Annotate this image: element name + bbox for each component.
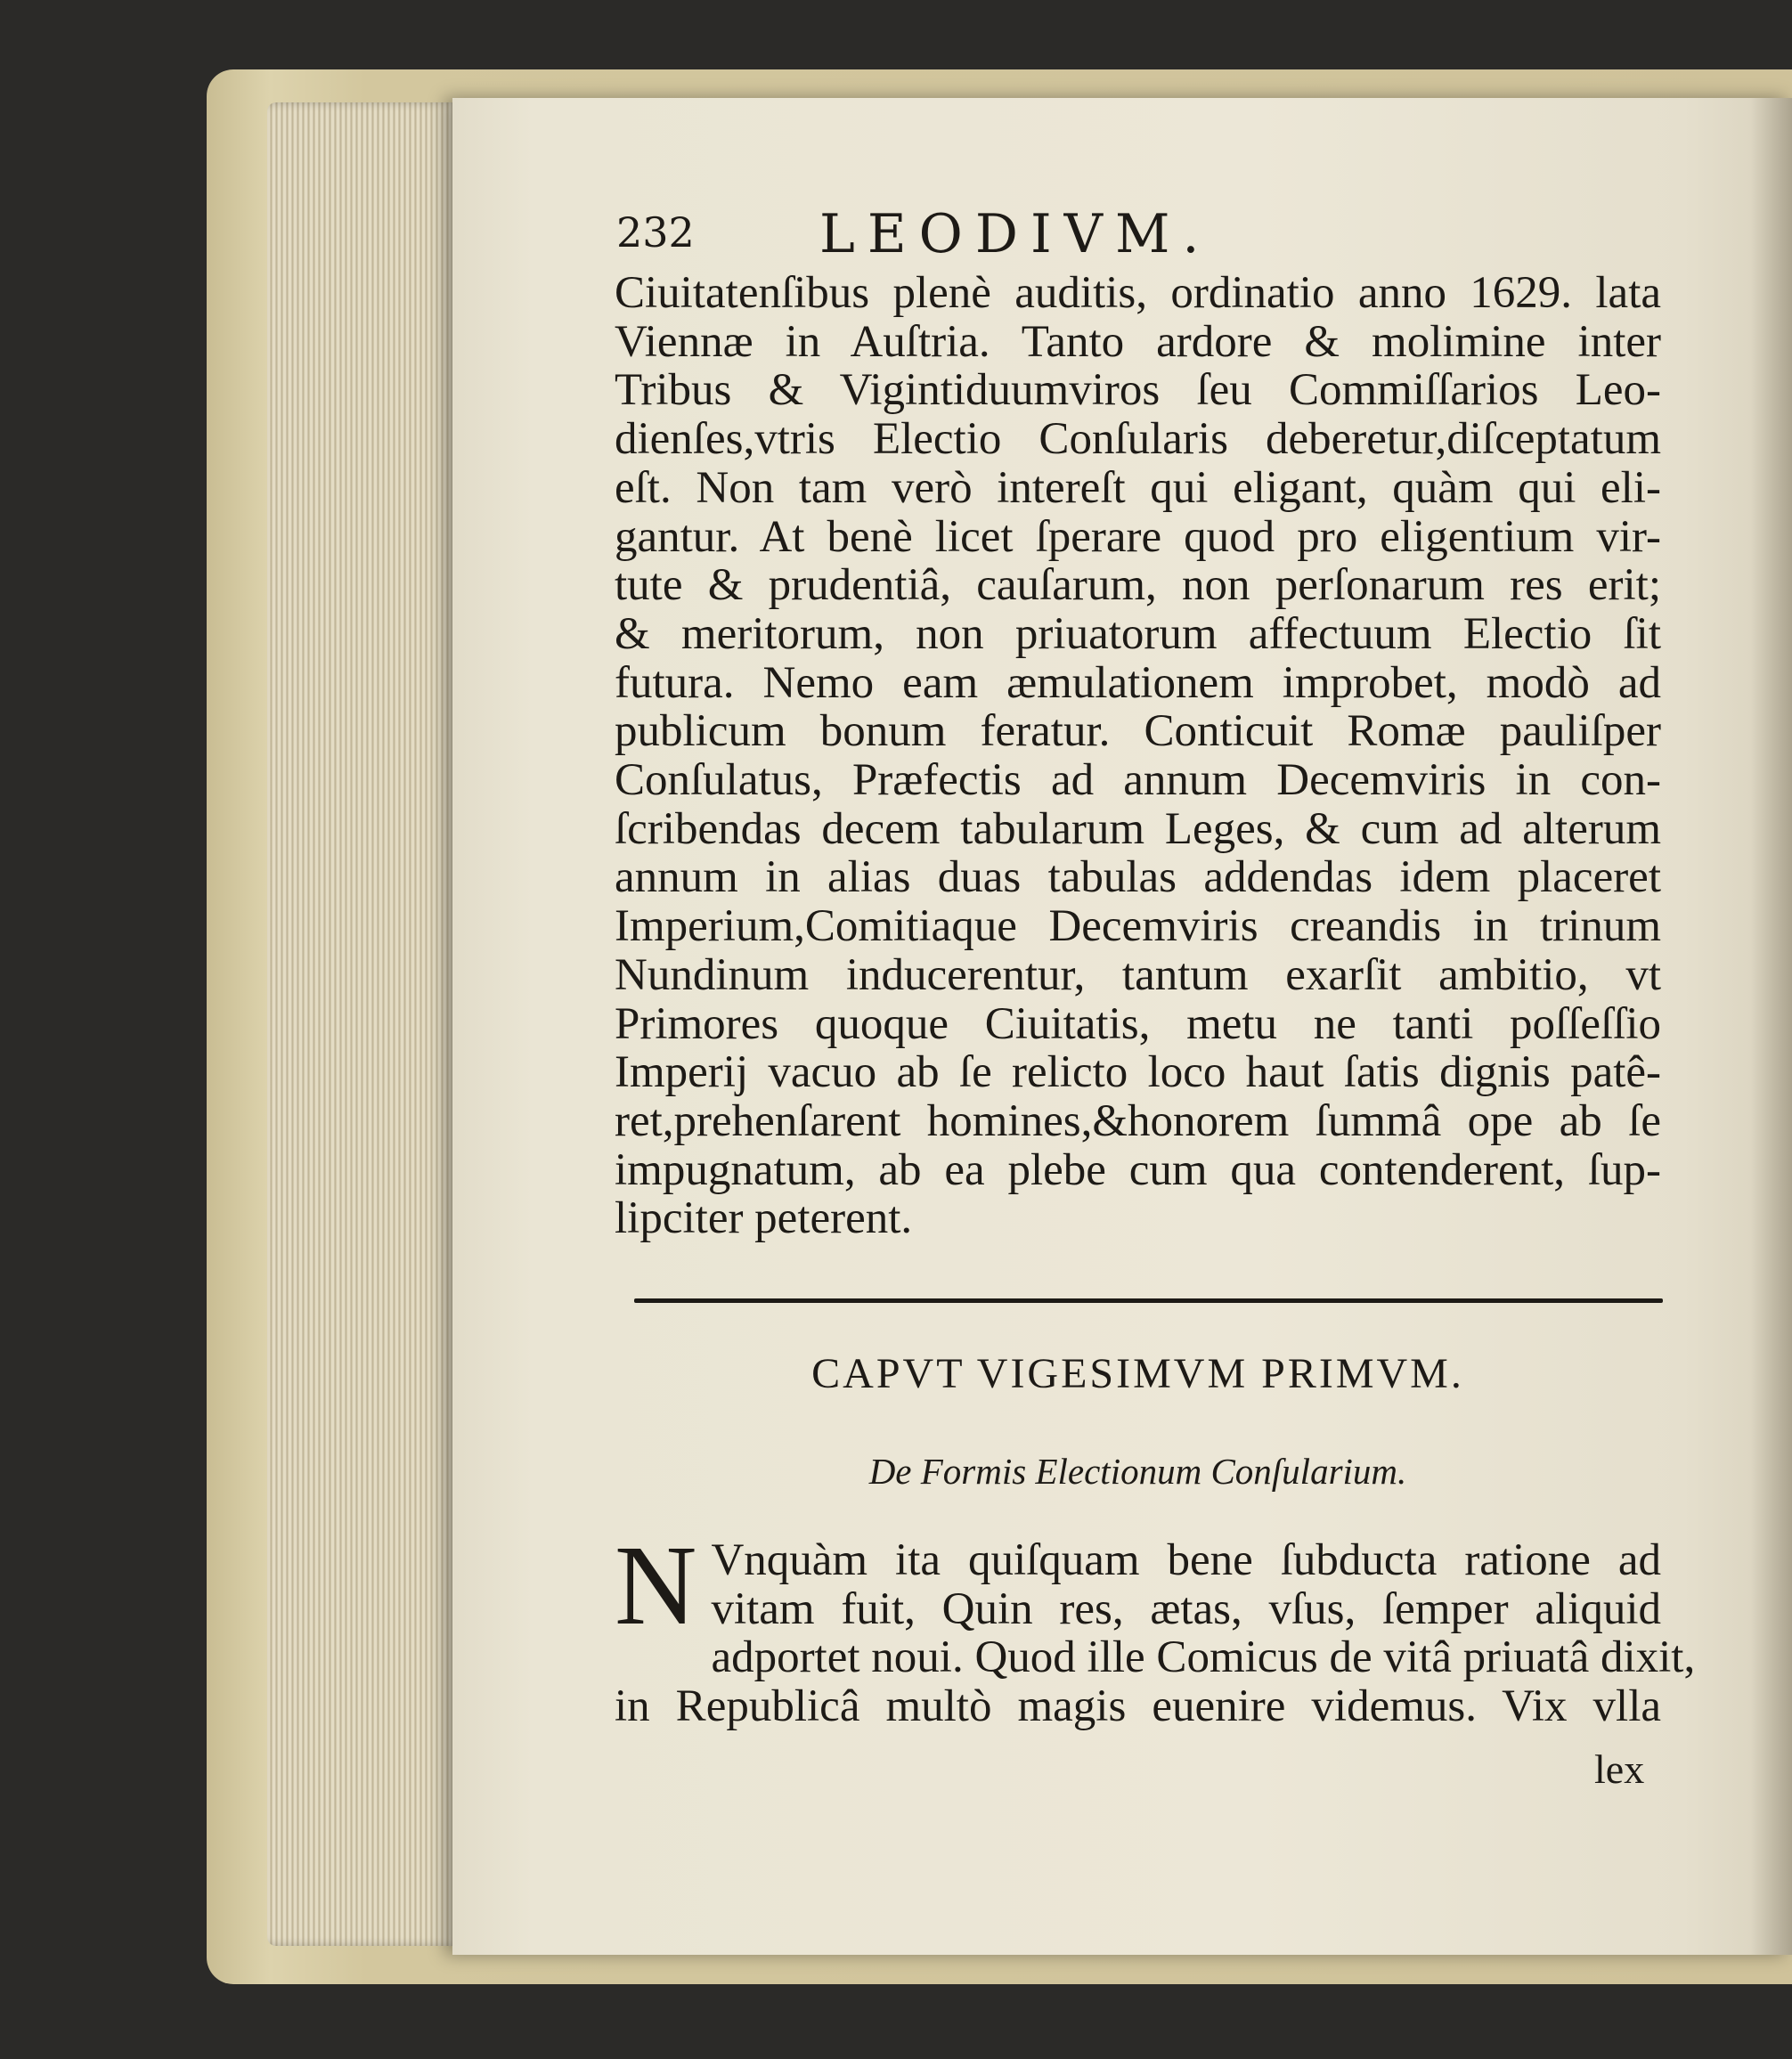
page-fore-edge <box>267 102 463 1946</box>
chapter-line: adportet noui. Quod ille Comicus de vitâ priuatâ dixit, <box>711 1632 1696 1683</box>
chapter-subtitle: De Formis Electionum Conſularium. <box>868 1451 1407 1492</box>
text-line: Tribus & Vigintiduumviros ſeu Commiſſarios Leo- <box>615 365 1661 416</box>
text-line: Viennæ in Auſtria. Tanto ardore & molimine inter <box>615 316 1661 367</box>
page-gutter-shadow <box>1750 98 1792 1955</box>
text-line: Nundinum inducerentur, tantum exarſit ambitio, vt <box>615 949 1661 1000</box>
chapter-title: CAPVT VIGESIMVM PRIMVM. <box>811 1350 1464 1397</box>
catchword: lex <box>1594 1746 1645 1792</box>
text-line: publicum bonum feratur. Conticuit Romæ pauliſper <box>615 706 1661 757</box>
text-line: ſcribendas decem tabularum Leges, & cum ad alterum <box>615 803 1661 854</box>
page-text-block <box>615 203 1661 1243</box>
text-line: eſt. Non tam verò intereſt qui eligant, quàm qui eli- <box>615 462 1661 513</box>
running-head-title: LEODIVM. <box>819 203 1212 265</box>
chapter-body <box>615 1522 1696 1732</box>
text-line: tute & prudentiâ, cauſarum, non perſonarum res erit; <box>615 560 1661 611</box>
text-line: ret,prehenſarent homines,&honorem ſummâ ope ab ſe <box>615 1095 1661 1146</box>
text-line: lipciter peterent. <box>615 1193 913 1244</box>
text-line: gantur. At benè licet ſperare quod pro eligentium vir- <box>615 511 1661 562</box>
text-line: Conſulatus, Præfectis ad annum Decemviris in con- <box>615 755 1661 806</box>
text-line: impugnatum, ab ea plebe cum qua contenderent, ſup- <box>615 1144 1661 1195</box>
text-line: futura. Nemo eam æmulationem improbet, modò ad <box>615 657 1661 708</box>
text-line: & meritorum, non priuatorum affectuum Electio ſit <box>615 608 1661 659</box>
body-text <box>615 269 1661 1243</box>
drop-cap: N <box>615 1522 697 1648</box>
text-line: Imperij vacuo ab ſe relicto loco haut ſatis dignis patê- <box>615 1047 1661 1098</box>
chapter-line: Vnquàm ita quiſquam bene ſubducta ratione ad <box>711 1535 1661 1585</box>
running-head <box>615 203 1661 269</box>
section-divider-rule <box>634 1298 1663 1303</box>
text-line: dienſes,vtris Electio Conſularis deberetur,diſceptatum <box>615 414 1661 465</box>
page-number: 232 <box>616 208 695 256</box>
text-line: Ciuitatenſibus plenè auditis, ordinatio anno 1629. lata <box>615 268 1661 318</box>
text-line: Imperium,Comitiaque Decemviris creandis in trinum <box>615 901 1661 952</box>
chapter-line: in Republicâ multò magis euenire videmus. Vix vlla <box>615 1681 1661 1732</box>
text-line: Primores quoque Ciuitatis, metu ne tanti poſſeſſio <box>615 998 1661 1049</box>
text-line: annum in alias duas tabulas addendas idem placeret <box>615 852 1661 903</box>
chapter-line: vitam fuit, Quin res, ætas, vſus, ſemper aliquid <box>711 1583 1661 1634</box>
